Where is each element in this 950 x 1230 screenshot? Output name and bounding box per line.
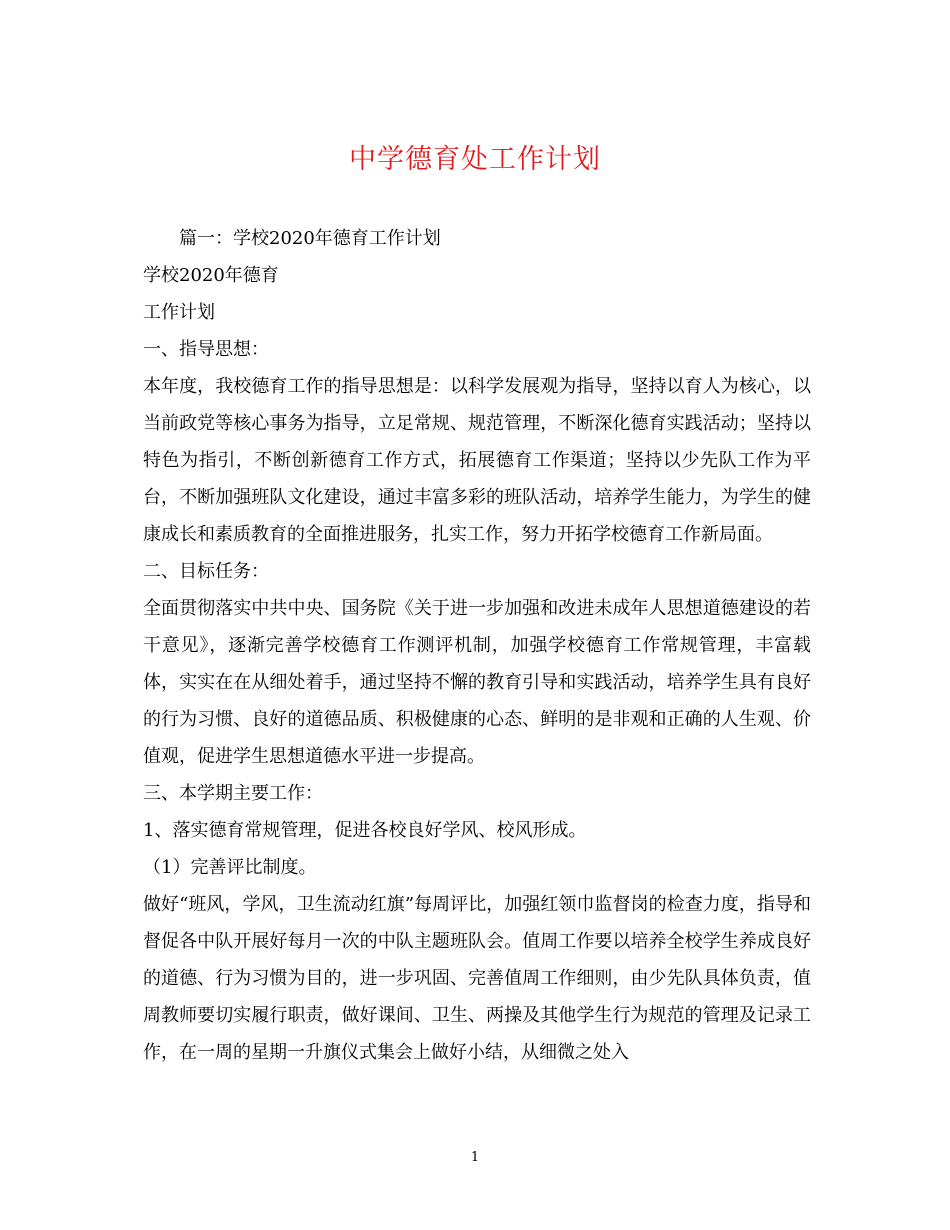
- heading-guiding-ideology: 一、指导思想：: [143, 339, 269, 360]
- document-body: [143, 220, 811, 1071]
- paragraph: 全面贯彻落实中共中央、国务院《关于进一步加强和改进未成年人思想道德建设的若干意见》，逐渐完善学校德育工作测评机制，加强学校德育工作常规管理，丰富载体，实实在在从细处着手，通过坚持不懈的教育引导和实践活动，培养学生具有良好的行为习惯、良好的道德品质、积极健康的心态、鲜明的是非观和正确的人生观、价值观，促进学生思想道德水平进一步提高。: [143, 598, 811, 767]
- list-item: 1、落实德育常规管理，促进各校良好学风、校风形成。: [143, 820, 587, 841]
- paragraph: 做好“班风，学风，卫生流动红旗”每周评比，加强红领巾监督岗的检查力度，指导和督促各中队开展好每月一次的中队主题班队会。值周工作要以培养全校学生养成良好的道德、行为习惯为目的，进一步巩固、完善值周工作细则，由少先队具体负责，值周教师要切实履行职责，做好课间、卫生、两操及其他学生行为规范的管理及记录工作，在一周的星期一升旗仪式集会上做好小结，从细微之处入: [143, 894, 811, 1063]
- heading-goals: 二、目标任务：: [143, 561, 269, 582]
- sub-list-item: （1）完善评比制度。: [143, 857, 317, 878]
- paragraph: 本年度，我校德育工作的指导思想是：以科学发展观为指导，坚持以育人为核心，以当前政党等核心事务为指导，立足常规、规范管理，不断深化德育实践活动；坚持以特色为指引，不断创新德育工作方式，拓展德育工作渠道；坚持以少先队工作为平台，不断加强班队文化建设，通过丰富多彩的班队活动，培养学生能力，为学生的健康成长和素质教育的全面推进服务，扎实工作，努力开拓学校德育工作新局面。: [143, 376, 811, 545]
- paragraph: 工作计划: [143, 302, 215, 323]
- paragraph-section-heading: 篇一：学校2020年德育工作计划: [179, 228, 441, 249]
- page-number: 1: [470, 1150, 480, 1165]
- paragraph: 学校2020年德育: [143, 265, 279, 286]
- heading-main-work: 三、本学期主要工作：: [143, 783, 323, 804]
- document-title: 中学德育处工作计划: [349, 144, 601, 175]
